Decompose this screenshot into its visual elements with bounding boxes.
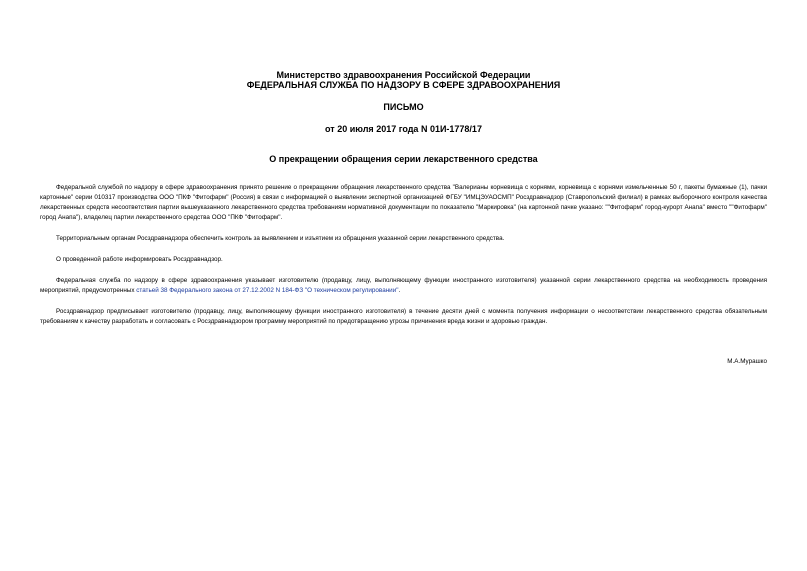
paragraph-prescription: Росздравнадзор предписывает изготовителю (продавцу, лицу, выполняющему функции иностранного изготовителя) в течение десяти дней с момента получения информации о несоответствии лекарственного средства обязательным требованиям к качеству разработать и согласовать с Росздравнадзором программу мероприятий по предотвращению угрозы причинения вреда жизни и здоровью граждан.	[40, 308, 767, 325]
paragraph-inform: О проведенной работе информировать Росздравнадзор.	[56, 256, 223, 263]
ministry-name: Министерство здравоохранения Российской Федерации	[276, 70, 531, 80]
signature: М.А.Мурашко	[727, 358, 767, 365]
paragraph-control: Территориальным органам Росздравнадзора обеспечить контроль за выявлением и изъятием из обращения указанной серии лекарственного средства.	[56, 235, 505, 242]
document-date-number: от 20 июля 2017 года N 01И-1778/17	[325, 124, 482, 134]
document-header	[0, 70, 807, 134]
paragraph-decision: Федеральной службой по надзору в сфере здравоохранения принято решение о прекращении обращения лекарственного средства "Валерианы корневища с корнями, корневища с корнями измельченные 50 г, пакеты бумажные (1), пачки картонные" серии 010317 производства ООО "ПКФ "Фитофарм" (Россия) в связи с информацией о выявлении экспертной организацией ФГБУ "ИМЦЭУАОСМП" Росздравнадзор (Ставропольский филиал) в рамках выборочного контроля качества лекарственных средств несоответствия партии вышеуказанного лекарственного средства требованиям нормативной документации по показателю "Маркировка" (на картонной пачке указано: ""Фитофарм" город-курорт Анапа" вместо ""Фитофарм" город Анапа"), владелец партии лекарственного средства ООО "ПКФ "Фитофарм".	[40, 184, 767, 221]
paragraph-measures-text: Федеральная служба по надзору в сфере здравоохранения указывает изготовителю (продавцу, лицу, выполняющему функции иностранного изготовителя) указанной серии лекарственного средства на необходимость проведения мероприятий, предусмотренных	[40, 277, 767, 294]
paragraph-measures-end: .	[398, 287, 401, 294]
law-article-link[interactable]: статьей 38 Федерального закона от 27.12.2002 N 184-ФЗ "О техническом регулировании"	[136, 287, 399, 294]
paragraph-measures	[40, 276, 767, 296]
document-title: О прекращении обращения серии лекарственного средства	[269, 154, 538, 164]
service-name: ФЕДЕРАЛЬНАЯ СЛУЖБА ПО НАДЗОРУ В СФЕРЕ ЗДРАВООХРАНЕНИЯ	[246, 80, 561, 90]
document-type: ПИСЬМО	[383, 102, 424, 112]
